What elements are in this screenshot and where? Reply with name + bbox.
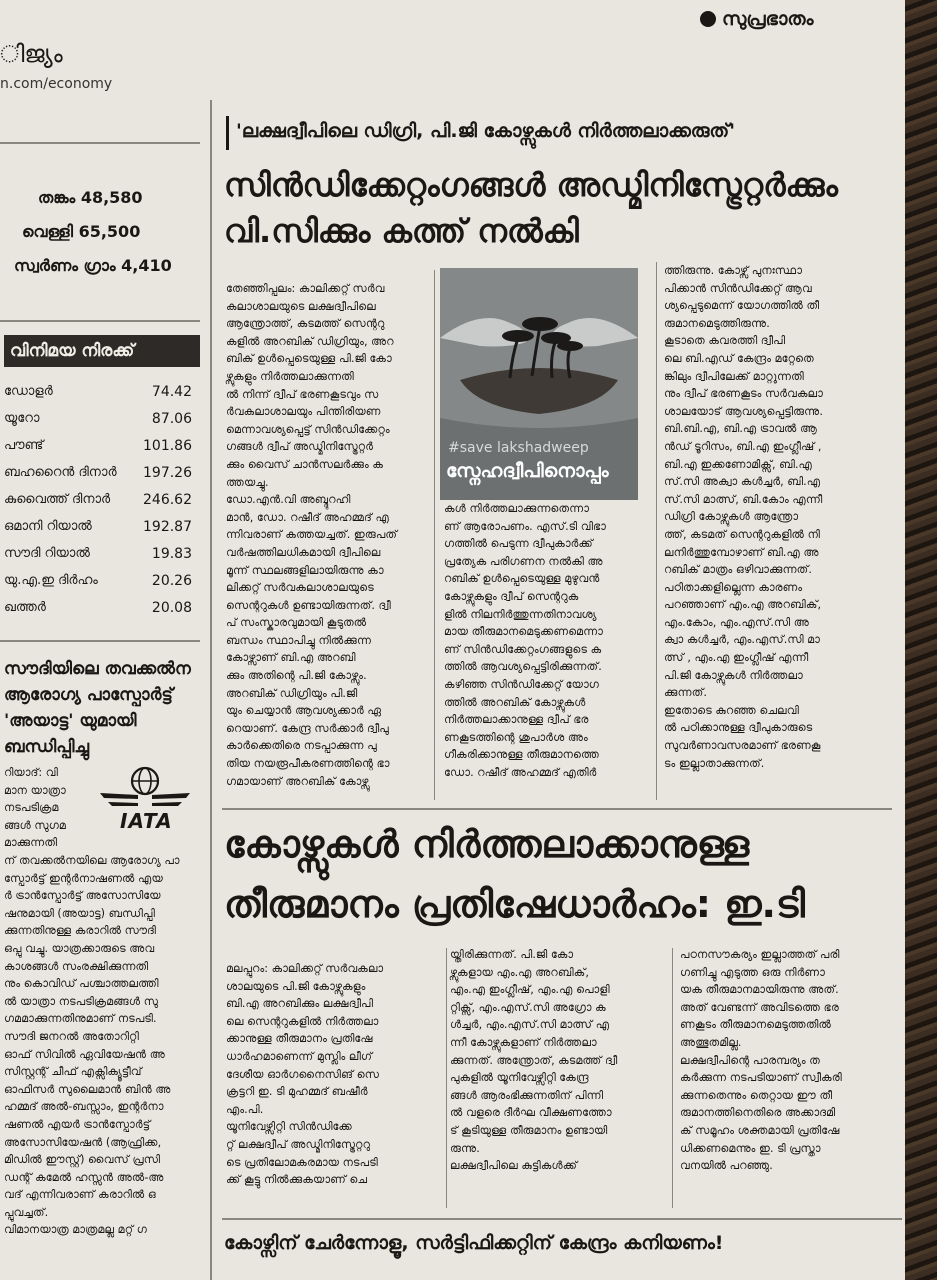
column-divider: [672, 948, 673, 1208]
main-story-column-2: കൾ നിർത്തലാക്കുന്നതെന്നാ ണ് ആരോപണം. എസ്.ടി വിഭാ ഗത്തിൽ പെടുന്ന ദ്വീപുകാർക്ക് പ്രത്യേക പരിഗണന നൽകി അ റബിക് ഉൾപ്പെടെയുള്ള മുഴുവൻ കോഴ്സുകളും ദ്വീപ് സെന്ററുക ളിൽ നിലനിർത്തുന്നതിനാവശ്യ മായ തീരുമാനമെടുക്കണമെന്നാ ണ് സിൻഡിക്കേറ്റംഗങ്ങളുടെ ക ത്തിൽ ആവശ്യപ്പെട്ടിരിക്കുന്നത്. കഴിഞ്ഞ സിൻഡിക്കേറ്റ് യോഗ ത്തിൽ അറബിക് കോഴ്സുകൾ നിർത്തലാക്കാനുള്ള ദ്വീപ് ഭര ണകൂടത്തിന്റെ ശുപാർശ അം ഗീകരിക്കാനുള്ള തീരുമാനത്തെ ഡോ. റഷീദ് അഹമ്മദ് എതിർ: [444, 502, 606, 779]
exchange-rate-title: വിനിമയ നിരക്ക്: [4, 335, 200, 367]
divider: [0, 320, 200, 322]
currency-rate: 101.86: [143, 437, 192, 454]
section-url: n.com/economy: [0, 76, 113, 92]
currency-name: ഖത്തർ: [4, 600, 46, 615]
iata-logo-text: IATA: [120, 809, 173, 833]
currency-name: കുവൈത്ത് ദിനാർ: [4, 492, 111, 507]
bottom-headline: കോഴ്സിന് ചേർന്നോളൂ, സർട്ടിഫിക്കറ്റിന് കേന്ദ്രം കനിയണം!: [224, 1232, 724, 1254]
divider: [222, 808, 892, 810]
currency-name: പൗണ്ട്: [4, 438, 44, 453]
column-divider: [656, 262, 657, 800]
exchange-rate-row: [4, 513, 192, 540]
exchange-rate-row: [4, 378, 192, 405]
currency-name: ബഹറൈൻ ദിനാർ: [4, 465, 117, 480]
second-story-column-2: യ്തിരിക്കുന്നത്. പി.ജി കോ ഴ്സുകളായ എം.എ അറബിക്, എം.എ ഇംഗ്ലീഷ്, എം.എ പൊളി റ്റിക്സ്, എം.എസ്.സി അഗ്രോ ക ൾച്ചർ, എം.എസ്.സി മാത്സ് എ ന്നീ കോഴ്സുകളാണ് നിർത്തലാ ക്കുന്നത്. അന്ത്രോത്, കടമത്ത് ദ്വീ പുകളിൽ യൂനിവേഴ്സിറ്റി കേന്ദ്ര ങ്ങൾ ആരംഭിക്കുന്നതിന് പിന്നി ൽ വളരെ ദീർഘ വീക്ഷണത്തോ ട് കൂടിയുള്ള തീരുമാനം ഉണ്ടായി രുന്നു. ലക്ഷദ്വീപിലെ കുട്ടികൾക്ക്: [450, 948, 618, 1173]
currency-rate: 246.62: [143, 491, 192, 508]
exchange-rate-row: [4, 432, 192, 459]
currency-rate: 20.08: [151, 599, 192, 616]
divider: [0, 142, 200, 144]
side-story-body: ന് തവക്കൽനയിലെ ആരോഗ്യ പാ സ്പോർട്ട് ഇന്റർനാഷണൽ എയ ർ ട്രാൻസ്പോർട്ട് അസോസിയേ ഷനുമായി (അയാട്ട) ബന്ധിപ്പി ക്കുന്നതിനുള്ള കരാറിൽ സൗദി ഒപ്പു വച്ചു. യാത്രക്കാരുടെ അവ കാശങ്ങൾ സംരക്ഷിക്കുന്നതി നും കൊവിഡ് പശ്ചാത്തലത്തി ൽ യാത്രാ നടപടിക്രമങ്ങൾ സു ഗമമാക്കുന്നതിനുമാണ് നടപടി. സൗദി ജനറൽ അതോറിറ്റി ഓഫ് സിവിൽ ഏവിയേഷൻ അ സിസ്റ്റന്റ് ചീഫ് എക്സിക്യൂട്ടീവ് ഓഫിസർ സുലൈമാൻ ബിൻ അ ഹമ്മദ് അൽ-ബസ്സാം, ഇന്റർനാ ഷണൽ എയർ ട്രാൻസ്പോർട്ട് അസോസിയേഷൻ (ആഫ്രിക്ക, മിഡിൽ ഈസ്റ്റ്) വൈസ് പ്രസി ഡന്റ് കമേൽ ഹസ്സൻ അൽ-അ വദ് എന്നിവരാണ് കരാറിൽ ഒ പ്പുവച്ചത്. വിമാനയാത്ര മാത്രമല്ല മറ്റ് ഗ: [4, 854, 180, 1237]
photo-caption: സ്നേഹദ്വീപിനൊപ്പം: [446, 460, 609, 482]
kicker-bar: [226, 116, 229, 150]
currency-name: യൂറോ: [4, 411, 40, 426]
masthead: [700, 8, 813, 30]
gold-rate: തങ്കം 48,580: [38, 188, 143, 207]
currency-rate: 74.42: [151, 383, 192, 400]
currency-name: ഒമാനി റിയാൽ: [4, 519, 92, 534]
gold-gram-rate: സ്വർണം ഗ്രാം 4,410: [14, 256, 172, 275]
exchange-rate-row: [4, 405, 192, 432]
second-story-column-1: മലപ്പുറം: കാലിക്കറ്റ് സർവകലാ ശാലയുടെ പി.ജി കോഴ്സുകളും ബി.എ അറബിക്കും ലക്ഷദ്വീപി ലെ സെന്ററുകളിൽ നിർത്തലാ ക്കാനുള്ള തീരുമാനം പ്രതിഷേ ധാർഹമാണെന്ന് മുസ്ലിം ലീഗ് ദേശീയ ഓർഗനൈസിങ് സെ ക്രട്ടറി ഇ. ടി മുഹമ്മദ് ബഷീർ എം.പി. യൂനിവേഴ്സിറ്റി സിൻഡിക്കേ റ്റ് ലക്ഷദ്വീപ് അഡ്മിനിസ്ട്രേറ്ററു ടെ പ്രതിലോമകരമായ നടപടി ക്ക് കൂട്ടു നിൽക്കുകയാണ് ചെ: [226, 962, 384, 1187]
currency-name: സൗദി റിയാൽ: [4, 546, 90, 561]
section-title: ിജ്യം: [0, 40, 63, 68]
divider: [0, 640, 200, 642]
column-divider: [434, 270, 435, 800]
main-story-headline: സിൻഡിക്കേറ്റംഗങ്ങൾ അഡ്മിനിസ്ട്രേറ്റർക്കും വി.സിക്കും കത്ത് നൽകി: [224, 166, 838, 250]
side-story-headline: സൗദിയിലെ തവക്കൽന ആരോഗ്യ പാസ്പോർട്ട് 'അയാട്ട' യുമായി ബന്ധിപ്പിച്ചു: [4, 659, 191, 757]
divider: [222, 1218, 902, 1220]
currency-rate: 19.83: [151, 545, 192, 562]
second-story-headline: കോഴ്സുകൾ നിർത്തലാക്കാനുള്ള തീരുമാനം പ്രതിഷേധാർഹം: ഇ.ടി: [224, 822, 806, 926]
main-story-kicker: 'ലക്ഷദ്വീപിലെ ഡിഗ്രി, പി.ജി കോഴ്സുകൾ നിർത്തലാക്കരുത്': [236, 120, 736, 142]
second-story-column-3: പഠനസൗകര്യം ഇല്ലാത്തത് പരി ഗണിച്ചു എടുത്ത ഒരു നിർണാ യക തീരുമാനമായിരുന്നു അത്. അത് വേണ്ടന്ന് അവിടത്തെ ഭര ണകൂടം തീരുമാനമെടുത്തതിൽ അത്ഭുതമില്ല. ലക്ഷദ്വീപിന്റെ പാരമ്പര്യം ത കർക്കുന്ന നടപടിയാണ് സ്വീകരി ക്കുന്നതെന്നും തെറ്റായ ഈ തീ രുമാനത്തിനെതിരെ അക്കാദമി ക് സമൂഹം ശക്തമായി പ്രതിഷേ ധിക്കണമെന്നും ഇ. ടി പ്രസ്താ വനയിൽ പറഞ്ഞു.: [680, 948, 842, 1173]
masthead-name: സുപ്രഭാതം: [722, 8, 814, 30]
background-edge: [905, 0, 937, 1280]
exchange-rate-row: [4, 567, 192, 594]
logo-dot-icon: [700, 11, 716, 27]
currency-rate: 20.26: [151, 572, 192, 589]
exchange-rate-row: [4, 459, 192, 486]
currency-rate: 197.26: [143, 464, 192, 481]
column-divider: [446, 948, 447, 1208]
side-story-intro: റിയാദ്: വി മാന യാത്രാ നടപടിക്രമ ങ്ങൾ സുഗമ മാക്കുന്നതി: [4, 766, 66, 850]
exchange-rate-row: [4, 486, 192, 513]
currency-rate: 87.06: [151, 410, 192, 427]
currency-rate: 192.87: [143, 518, 192, 535]
exchange-rate-row: [4, 594, 192, 621]
column-divider: [210, 100, 212, 1280]
currency-name: യു.എ.ഇ ദിർഹം: [4, 573, 98, 588]
iata-logo: [98, 765, 192, 835]
main-story-column-3: ത്തിരുന്നു. കോഴ്സ് പുനഃസ്ഥാ പിക്കാൻ സിൻഡിക്കേറ്റ് ആവ ശ്യപ്പെടുമെന്ന് യോഗത്തിൽ തീ രുമാനമെടുത്തിരുന്നു. കൂടാതെ കവരത്തി ദ്വീപി ലെ ബി.എഡ് കേന്ദ്രം മറ്റേതെ ങ്കിലും ദ്വീപിലേക്ക് മാറ്റുന്നതി നും ദ്വീപ് ഭരണകൂടം സർവകലാ ശാലയോട് ആവശ്യപ്പെട്ടിരുന്നു. ബി.ബി.എ, ബി.എ ട്രാവൽ ആ ൻഡ് ടൂറിസം, ബി.എ ഇംഗ്ലീഷ് , ബി.എ ഇക്കണോമിക്സ്, ബി.എ സ്.സി അക്വാ കൾച്ചർ, ബി.എ സ്.സി മാത്സ്, ബി.കോം എന്നീ ഡിഗ്രി കോഴ്സുകൾ ആന്ത്രോ ത്ത്, കടമത് സെന്ററുകളിൽ നി ലനിർത്തുമ്പോഴാണ് ബി.എ അ റബിക് മാത്രം ഒഴിവാക്കുന്നത്. പഠിതാക്കളില്ലെന്ന കാരണം പറഞ്ഞാണ് എം.എ അറബിക്, എം.കോം, എം.എസ്.സി അ ക്വാ കൾച്ചർ, എം.എസ്.സി മാ ത്സ് , എം.എ ഇംഗ്ലീഷ് എന്നീ പി.ജി കോഴ്സുകൾ നിർത്തലാ ക്കുന്നത്. ഇതോടെ കുറഞ്ഞ ചെലവി ൽ പഠിക്കാനുള്ള ദ്വീപുകാരുടെ സുവർണാവസരമാണ് ഭരണകൂ ടം ഇല്ലാതാക്കുന്നത്.: [664, 264, 823, 770]
save-lakshadweep-photo: [440, 268, 638, 500]
photo-hashtag: #save lakshadweep: [448, 440, 589, 456]
main-story-column-1: തേഞ്ഞിപ്പലം: കാലിക്കറ്റ് സർവ കലാശാലയുടെ ലക്ഷദ്വീപിലെ ആന്ത്രോത്ത്, കടമത്ത് സെന്ററു കളിൽ അറബിക് ഡിഗ്രിയും, അറ ബിക് ഉൾപ്പെടെയുള്ള പി.ജി കോ ഴ്സുകളും നിർത്തലാക്കുന്നതി ൽ നിന്ന് ദ്വീപ് ഭരണകൂടവും സ ർവകലാശാലയും പിന്തിരിയണ മെന്നാവശ്യപ്പെട്ട് സിൻഡിക്കേറ്റം ഗങ്ങൾ ദ്വീപ് അഡ്മിനിസ്ട്രേറ്റർ ക്കും വൈസ് ചാൻസലർക്കും ക ത്തയച്ചു. ഡോ.എൻ.വി അബ്ദുറഹി മാൻ, ഡോ. റഷീദ് അഹമ്മദ് എ ന്നിവരാണ് കത്തയച്ചത്. ഇരുപത് വർഷത്തിലധികമായി ദ്വീപിലെ മൂന്ന് സ്ഥലങ്ങളിലായിരുന്നു കാ ലിക്കറ്റ് സർവകലാശാലയുടെ സെന്ററുകൾ ഉണ്ടായിരുന്നത്. ദ്വീ പ് സംസ്കാരവുമായി കൂടുതൽ ബന്ധം സ്ഥാപിച്ചു നിൽക്കുന്ന കോഴ്സാണ് ബി.എ അറബി ക്കും അതിന്റെ പി.ജി കോഴ്സും. അറബിക് ഡിഗ്രിയും പി.ജി യും ചെയ്യാൻ ആവശ്യക്കാർ ഏ റെയാണ്. കേന്ദ്ര സർക്കാർ ദ്വീപു കാർക്കെതിരെ നടപ്പാക്കുന്ന പു തിയ നയരൂപീകരണത്തിന്റെ ഭാ ഗമായാണ് അറബിക് കോഴ്സു: [226, 282, 398, 788]
currency-name: ഡോളർ: [4, 384, 53, 399]
exchange-rate-row: [4, 540, 192, 567]
silver-rate: വെള്ളി 65,500: [22, 222, 141, 241]
